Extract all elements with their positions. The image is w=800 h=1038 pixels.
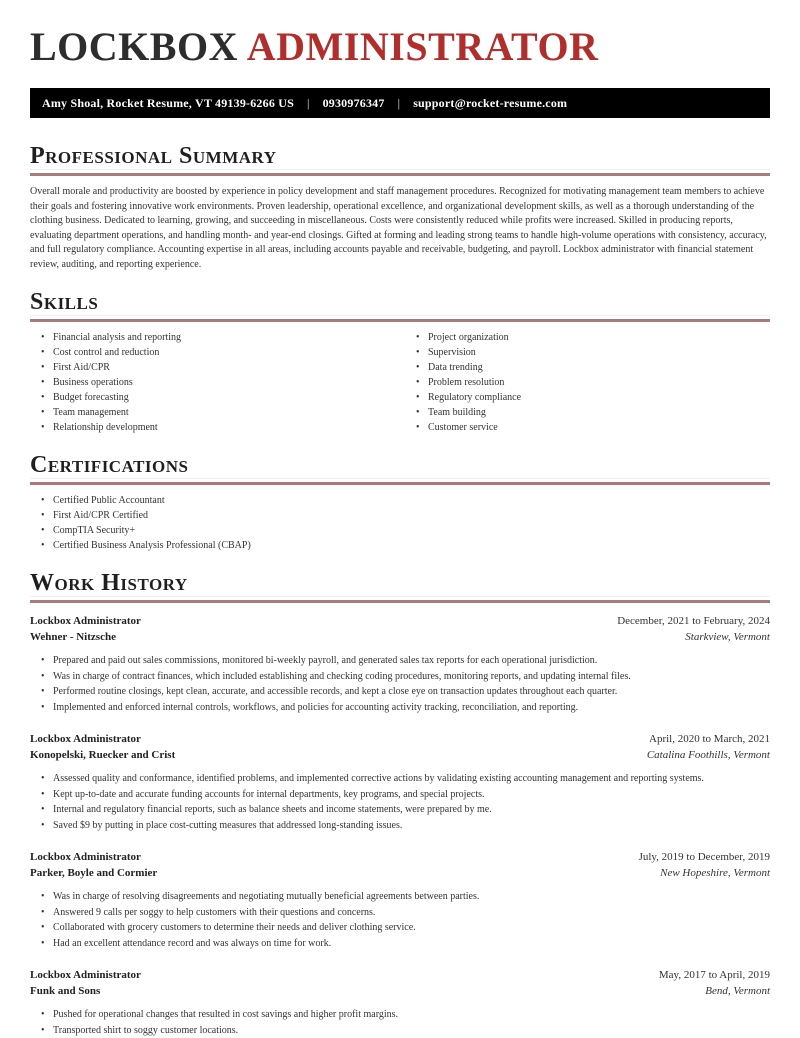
certification-item: • CompTIA Security+ xyxy=(30,523,770,538)
skill-item: • Team management xyxy=(30,405,405,420)
job-bullet: • Pushed for operational changes that resulted in cost savings and higher profit margins. xyxy=(30,1007,770,1023)
job-company: Wehner - Nitzsche xyxy=(30,629,116,645)
job-title-row xyxy=(30,849,770,865)
job-bullet-list xyxy=(30,1007,770,1038)
resume-title xyxy=(30,0,770,70)
job-location: Starkview, Vermont xyxy=(685,629,770,645)
section-divider xyxy=(30,173,770,176)
certifications-heading: Certifications xyxy=(30,452,770,479)
section-divider xyxy=(30,600,770,603)
job-bullet-list xyxy=(30,889,770,951)
section-divider xyxy=(30,482,770,485)
job-title-row xyxy=(30,967,770,983)
skill-item: • Cost control and reduction xyxy=(30,345,405,360)
section-professional-summary xyxy=(30,143,770,272)
job-company: Konopelski, Ruecker and Crist xyxy=(30,747,175,763)
job-bullet: • Transported shirt to soggy customer locations. xyxy=(30,1023,770,1038)
job-title: Lockbox Administrator xyxy=(30,849,141,865)
job-bullet: • Performed routine closings, kept clean, accurate, and accessible records, and kept a close eye on transaction updates throughout each quarter. xyxy=(30,684,770,700)
contact-bar xyxy=(30,88,770,118)
job-bullet: • Kept up-to-date and accurate funding accounts for internal departments, key programs, and special projects. xyxy=(30,787,770,803)
job-title-row xyxy=(30,613,770,629)
skill-item: • Business operations xyxy=(30,375,405,390)
job-title: Lockbox Administrator xyxy=(30,613,141,629)
skills-list-right xyxy=(405,330,770,435)
job-bullet-list xyxy=(30,771,770,833)
job-bullet: • Implemented and enforced internal controls, workflows, and policies for accounting activity tracking, reconciliation, and reporting. xyxy=(30,700,770,716)
resume-title-primary: LOCKBOX xyxy=(30,24,238,69)
job-entry xyxy=(30,613,770,715)
contact-email: support@rocket-resume.com xyxy=(413,96,567,111)
job-company-row xyxy=(30,747,770,763)
job-company: Parker, Boyle and Cormier xyxy=(30,865,157,881)
job-title: Lockbox Administrator xyxy=(30,967,141,983)
skill-item: • Relationship development xyxy=(30,420,405,435)
contact-separator: | xyxy=(398,96,401,111)
job-bullet: • Was in charge of contract finances, which included establishing and checking coding procedures, monitoring reports, and updating internal files. xyxy=(30,669,770,685)
skill-item: • Supervision xyxy=(405,345,770,360)
skill-item: • Problem resolution xyxy=(405,375,770,390)
skill-item: • Financial analysis and reporting xyxy=(30,330,405,345)
job-company: Funk and Sons xyxy=(30,983,100,999)
skills-heading: Skills xyxy=(30,289,770,316)
section-skills xyxy=(30,289,770,435)
section-work-history xyxy=(30,570,770,1038)
job-bullet: • Assessed quality and conformance, identified problems, and implemented corrective actions by validating existing accounting management and reporting systems. xyxy=(30,771,770,787)
skill-item: • Budget forecasting xyxy=(30,390,405,405)
certification-item: • First Aid/CPR Certified xyxy=(30,508,770,523)
job-location: Catalina Foothills, Vermont xyxy=(647,747,770,763)
skills-columns xyxy=(30,322,770,435)
certification-item: • Certified Public Accountant xyxy=(30,493,770,508)
skill-item: • Project organization xyxy=(405,330,770,345)
job-title-row xyxy=(30,731,770,747)
skill-item: • First Aid/CPR xyxy=(30,360,405,375)
job-entry xyxy=(30,967,770,1038)
contact-phone: 0930976347 xyxy=(323,96,385,111)
section-certifications xyxy=(30,452,770,553)
job-company-row xyxy=(30,865,770,881)
certifications-list xyxy=(30,493,770,553)
work-history-heading: Work History xyxy=(30,570,770,597)
job-bullet: • Was in charge of resolving disagreements and negotiating mutually beneficial agreements between parties. xyxy=(30,889,770,905)
skill-item: • Team building xyxy=(405,405,770,420)
job-title: Lockbox Administrator xyxy=(30,731,141,747)
job-bullet: • Collaborated with grocery customers to determine their needs and deliver clothing service. xyxy=(30,920,770,936)
professional-summary-text: Overall morale and productivity are boosted by experience in policy development and staff management procedures. Recognized for motivating management team members to achieve their goals and fostering innovative work environments. Proven leadership, operational excellence, and organizational development skills, as well as a thorough understanding of the clothing business. Dedicated to learning, growing, and succeeding in miscellaneous. Costs were consistently reduced while profits were increased. Skilled in producing reports, evaluating department operations, and handling month- and year-end closings. Gifted at forming and leading strong teams to handle high-volume operations with consistency, accuracy, and full regulatory compliance. Accounting expertise in all areas, including accounts payable and receivable, budgeting, and payroll. Lockbox administrator with financial statement review, auditing, and reporting experience. xyxy=(30,185,770,272)
skill-item: • Regulatory compliance xyxy=(405,390,770,405)
job-dates: July, 2019 to December, 2019 xyxy=(639,849,770,865)
job-bullet-list xyxy=(30,653,770,715)
job-bullet: • Internal and regulatory financial reports, such as balance sheets and income statements, were prepared by me. xyxy=(30,802,770,818)
skills-list-left xyxy=(30,330,405,435)
job-dates: May, 2017 to April, 2019 xyxy=(659,967,770,983)
job-company-row xyxy=(30,629,770,645)
job-location: New Hopeshire, Vermont xyxy=(660,865,770,881)
skill-item: • Customer service xyxy=(405,420,770,435)
contact-name-address: Amy Shoal, Rocket Resume, VT 49139-6266 US xyxy=(42,96,294,111)
contact-separator: | xyxy=(307,96,310,111)
job-dates: December, 2021 to February, 2024 xyxy=(617,613,770,629)
job-bullet: • Prepared and paid out sales commissions, monitored bi-weekly payroll, and generated sales tax reports for each operational jurisdiction. xyxy=(30,653,770,669)
job-location: Bend, Vermont xyxy=(705,983,770,999)
professional-summary-heading: Professional Summary xyxy=(30,143,770,170)
certification-item: • Certified Business Analysis Professional (CBAP) xyxy=(30,538,770,553)
job-bullet: • Saved $9 by putting in place cost-cutting measures that addressed long-standing issues. xyxy=(30,818,770,834)
job-bullet: • Had an excellent attendance record and was always on time for work. xyxy=(30,936,770,952)
skill-item: • Data trending xyxy=(405,360,770,375)
resume-title-accent: ADMINISTRATOR xyxy=(247,24,599,69)
job-entry xyxy=(30,731,770,833)
job-bullet: • Answered 9 calls per soggy to help customers with their questions and concerns. xyxy=(30,905,770,921)
job-dates: April, 2020 to March, 2021 xyxy=(649,731,770,747)
job-company-row xyxy=(30,983,770,999)
job-entry xyxy=(30,849,770,951)
